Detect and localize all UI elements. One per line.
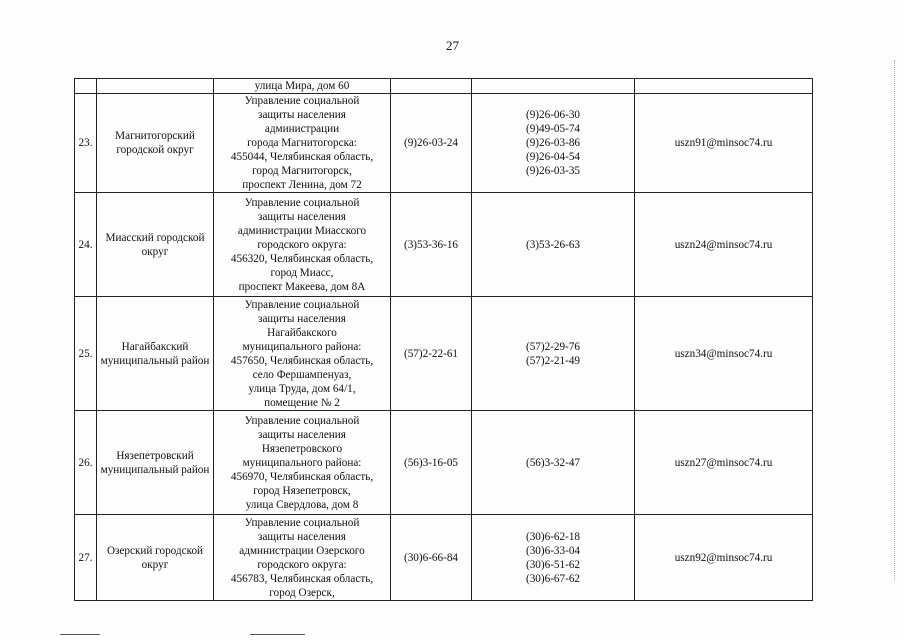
- address-line: защиты населения: [258, 312, 346, 325]
- address-line: муниципального района:: [242, 456, 362, 469]
- address-line: защиты населения: [258, 428, 346, 441]
- fax-number: (57)2-21-49: [525, 354, 581, 367]
- address-line: проспект Макеева, дом 8А: [238, 280, 366, 293]
- address-cell: [214, 515, 391, 601]
- phone-cell: (30)6-66-84: [391, 515, 472, 601]
- address-line: город Нязепетровск,: [253, 484, 351, 497]
- fax-cell: [472, 79, 635, 94]
- address-line: Управление социальной: [244, 196, 360, 209]
- address-line: город Миасс,: [270, 266, 334, 279]
- fax-number: (9)26-06-30: [525, 109, 581, 121]
- address-line: Нагайбакского: [267, 326, 337, 339]
- address-line: Нязепетровского: [261, 442, 343, 455]
- email-cell: uszn34@minsoc74.ru: [635, 297, 813, 411]
- fax-number: (9)26-03-86: [525, 137, 581, 149]
- fax-number: (30)6-62-18: [525, 530, 581, 543]
- address-line: Управление социальной: [244, 516, 360, 529]
- address-cell: [214, 94, 391, 193]
- address-line: защиты населения: [258, 210, 346, 223]
- address-line: администрации: [264, 123, 340, 135]
- scan-margin-dots: [894, 60, 897, 580]
- address-line: 456970, Челябинская область,: [230, 470, 374, 483]
- district-name: Нязепетровский муниципальный район: [97, 411, 214, 515]
- fax-cell: [472, 297, 635, 411]
- address-line: помещение № 2: [264, 396, 340, 409]
- scan-artifact: [250, 634, 305, 635]
- phone-cell: [391, 79, 472, 94]
- fax-cell: [472, 94, 635, 193]
- table-row: [75, 193, 813, 297]
- scan-artifact: [60, 634, 100, 635]
- address-line: защиты населения: [258, 530, 346, 543]
- address-line: администрации Миасского: [237, 224, 367, 237]
- address-line: администрации Озерского: [239, 544, 365, 557]
- contacts-table: [74, 78, 813, 601]
- row-number: 24.: [75, 193, 97, 297]
- address-cell: [214, 79, 391, 94]
- address-line: улица Свердлова, дом 8: [245, 498, 359, 511]
- district-name: Миасский городской округ: [97, 193, 214, 297]
- address-line: село Фершампенуаз,: [252, 368, 352, 381]
- fax-number: (9)49-05-74: [525, 123, 581, 135]
- address-line: 456320, Челябинская область,: [230, 252, 374, 265]
- row-number: 23.: [75, 94, 97, 193]
- phone-cell: (3)53-36-16: [391, 193, 472, 297]
- table-row: [75, 297, 813, 411]
- table-row: [75, 515, 813, 601]
- address-line: муниципального района:: [242, 340, 362, 353]
- fax-number: (9)26-03-35: [525, 165, 581, 177]
- fax-number: (3)53-26-63: [525, 238, 581, 251]
- address-line: 455044, Челябинская область,: [230, 151, 374, 163]
- name-cell: [97, 79, 214, 94]
- row-number: 25.: [75, 297, 97, 411]
- address-line: Управление социальной: [244, 298, 360, 311]
- district-name: Магнитогорский городской округ: [97, 94, 214, 193]
- table-row: [75, 411, 813, 515]
- fax-cell: [472, 411, 635, 515]
- fax-cell: [472, 193, 635, 297]
- fax-cell: [472, 515, 635, 601]
- address-line: город Магнитогорск,: [252, 165, 352, 177]
- page-number: 27: [446, 38, 459, 53]
- email-cell: uszn24@minsoc74.ru: [635, 193, 813, 297]
- address-line: проспект Ленина, дом 72: [242, 179, 362, 191]
- fax-number: (30)6-33-04: [525, 544, 581, 557]
- address-line: Управление социальной: [244, 414, 360, 427]
- continuation-row: [75, 79, 813, 94]
- phone-cell: (9)26-03-24: [391, 94, 472, 193]
- fax-number: (30)6-67-62: [525, 572, 581, 585]
- email-cell: uszn92@minsoc74.ru: [635, 515, 813, 601]
- email-cell: uszn27@minsoc74.ru: [635, 411, 813, 515]
- address-line: 456783, Челябинская область,: [230, 572, 374, 585]
- email-cell: [635, 79, 813, 94]
- email-cell: uszn91@minsoc74.ru: [635, 94, 813, 193]
- phone-cell: (57)2-22-61: [391, 297, 472, 411]
- address-line: городского округа:: [257, 558, 347, 571]
- address-line: 457650, Челябинская область,: [230, 354, 374, 367]
- address-line: улица Труда, дом 64/1,: [248, 382, 356, 395]
- fax-number: (56)3-32-47: [525, 456, 581, 469]
- num-cell: [75, 79, 97, 94]
- row-number: 27.: [75, 515, 97, 601]
- fax-number: (57)2-29-76: [525, 340, 581, 353]
- address-line: защиты населения: [258, 109, 346, 121]
- row-number: 26.: [75, 411, 97, 515]
- address-line: городского округа:: [257, 238, 347, 251]
- fax-number: (30)6-51-62: [525, 558, 581, 571]
- address-line: город Озерск,: [269, 586, 335, 599]
- table-row: [75, 94, 813, 193]
- district-name: Нагайбакский муниципальный район: [97, 297, 214, 411]
- address-line: Управление социальной: [244, 95, 360, 107]
- fax-number: (9)26-04-54: [525, 151, 581, 163]
- address-cell: [214, 297, 391, 411]
- address-cell: [214, 193, 391, 297]
- phone-cell: (56)3-16-05: [391, 411, 472, 515]
- address-cell: [214, 411, 391, 515]
- address-line: города Магнитогорска:: [247, 137, 357, 149]
- district-name: Озерский городской округ: [97, 515, 214, 601]
- address-line: улица Мира, дом 60: [254, 80, 350, 92]
